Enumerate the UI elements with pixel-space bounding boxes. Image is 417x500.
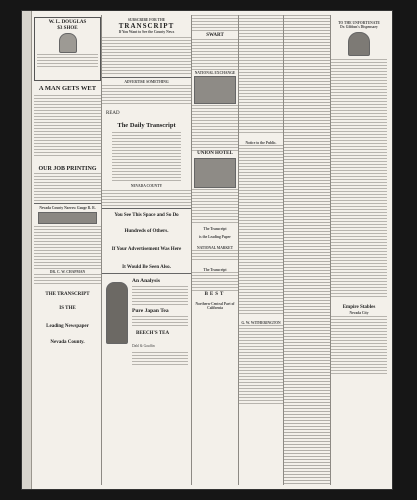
timetable-text (34, 226, 101, 270)
ad-body-text (192, 15, 238, 33)
leading-newspaper-text: Leading Newspaper (46, 324, 89, 330)
ad-body-text (34, 173, 101, 201)
california-text: Northern-Central Part of California (195, 302, 235, 311)
seen-text: It Would Be Seen Also. (122, 264, 171, 270)
page-gutter (22, 11, 32, 489)
article-text (239, 15, 283, 135)
job-heading: OUR JOB PRINTING (38, 166, 97, 172)
transcript-masthead: TRANSCRIPT (118, 22, 175, 31)
ad-body-text (37, 54, 98, 68)
column-2 (102, 15, 192, 485)
tea-ad (102, 276, 191, 371)
gauffin-text: Dahl & Gauffin (132, 343, 155, 348)
national-exchange-heading: NATIONAL EXCHANGE (194, 71, 236, 75)
ad-body-text (192, 272, 238, 292)
hotel-illustration (194, 158, 236, 188)
train-illustration (38, 212, 97, 224)
japan-tea-heading: Pure Japan Tea (132, 307, 169, 314)
see-space-text: You See This Space and So Do (114, 212, 179, 218)
unfortunates-heading: TO THE UNFORTUNATE (338, 21, 380, 25)
article-text (239, 145, 283, 315)
portrait-illustration (348, 32, 370, 56)
union-hotel-heading: UNION HOTEL (197, 151, 233, 157)
daily-transcript-heading: The Daily Transcript (117, 121, 176, 129)
ad-body-text (192, 189, 238, 223)
ad-body-text (331, 59, 387, 299)
beeches-tea-heading: BEECH'S TEA (136, 330, 170, 336)
county-news-text: If You Want to See the County News (118, 30, 175, 35)
read-text: READ (106, 110, 120, 116)
ad-body-text (34, 274, 101, 286)
best-heading: BEST (204, 292, 226, 298)
railroad-heading: Nevada County Narrow Gauge R. R. (39, 206, 96, 210)
article-text (239, 325, 283, 405)
transcript-heading: THE TRANSCRIPT (45, 292, 90, 298)
figure-illustration (106, 282, 128, 344)
hundreds-text: Hundreds of Others. (124, 228, 169, 234)
ad-body-text (192, 250, 238, 262)
ad-body-text (192, 39, 238, 71)
national-market-heading: NATIONAL MARKET (197, 245, 233, 250)
leading-paper-text: is the Leading Paper (199, 235, 231, 240)
douglas-sub: $3 SHOE (57, 26, 78, 31)
is-the-text: IS THE (59, 306, 76, 312)
ad-body-text (102, 190, 191, 206)
transcript-heading: The Transcript (203, 227, 227, 232)
ad-body-text (192, 105, 238, 151)
divider (102, 208, 191, 209)
ad-body-text (132, 316, 188, 328)
ad-body-text (102, 37, 191, 75)
nevada-city-text: Nevada City (349, 311, 369, 316)
portrait-illustration (59, 33, 77, 53)
divider (102, 77, 191, 78)
wet-heading: A MAN GETS WET (38, 85, 97, 92)
column-6 (331, 15, 387, 485)
notice-heading: Notice to the Public. (245, 141, 277, 145)
gibbon-heading: Dr. Gibbon's Dispensary (340, 25, 378, 30)
column-3 (192, 15, 239, 485)
if-ad-text: If Your Advertisement Was Here (111, 246, 182, 252)
douglas-ad (34, 17, 101, 81)
chapman-heading: DR. C. W. CHAPMAN (49, 270, 86, 275)
county-text: Nevada County. (50, 340, 85, 346)
column-4 (239, 15, 284, 485)
column-1 (34, 15, 102, 485)
ad-body-text (102, 85, 191, 105)
subscribe-text: SUBSCRIBE FOR THE (127, 18, 166, 22)
article-text (284, 15, 330, 485)
nevada-county-heading: NEVADA COUNTY (130, 183, 163, 188)
transcript-heading: The Transcript (203, 267, 227, 272)
ad-body-text (331, 316, 387, 376)
column-5 (284, 15, 331, 485)
douglas-title: W. L. DOUGLAS (48, 20, 87, 25)
swart-heading: SWART (206, 33, 224, 38)
ad-body-text (132, 352, 188, 366)
ad-body-text (132, 286, 188, 306)
newspaper-page (22, 11, 392, 489)
divider (102, 273, 191, 274)
empire-stables-heading: Empire Stables (342, 305, 376, 311)
advertise-heading: ADVERTISE SOMETHING (124, 80, 169, 85)
building-illustration (194, 76, 236, 104)
divider (34, 203, 101, 204)
analysis-heading: An Analysis (132, 277, 160, 284)
ad-body-text (112, 132, 181, 182)
witherington-heading: G. W. WITHERINGTON (241, 321, 281, 326)
ad-body-text (34, 95, 101, 157)
